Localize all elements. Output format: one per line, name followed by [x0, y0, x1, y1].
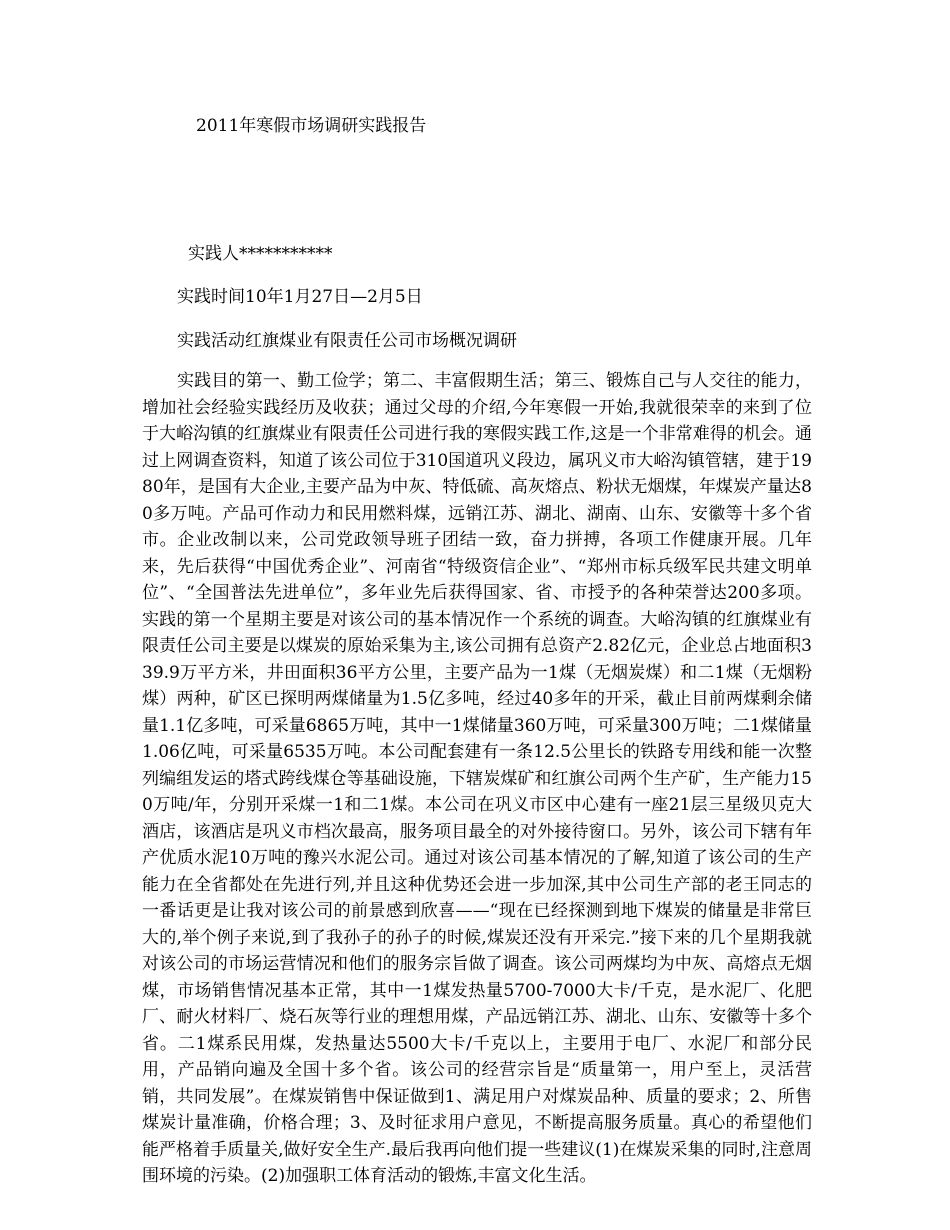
practice-activity-line: 实践活动红旗煤业有限责任公司市场概况调研 [177, 331, 517, 351]
practice-time-line: 实践时间10年1月27日—2月5日 [177, 287, 423, 307]
report-body-paragraph: 实践目的第一、勤工俭学；第二、丰富假期生活；第三、锻炼自己与人交往的能力，增加社会经验实践经历及收获；通过父母的介绍,今年寒假一开始,我就很荣幸的来到了位于大峪沟镇的红旗煤业有限责任公司进行我的寒假实践工作,这是一个非常难得的机会。通过上网调查资料，知道了该公司位于310国道巩义段边，属巩义市大峪沟镇管辖，建于1980年，是国有大企业,主要产品为中灰、特低硫、高灰熔点、粉状无烟煤，年煤炭产量达80多万吨。产品可作动力和民用燃料煤，远销江苏、湖北、湖南、山东、安徽等十多个省市。企业改制以来，公司党政领导班子团结一致，奋力拼搏，各项工作健康开展。几年来，先后获得“中国优秀企业”、河南省“特级资信企业”、“郑州市标兵级军民共建文明单位”、“全国普法先进单位”，多年业先后获得国家、省、市授予的各种荣誉达200多项。实践的第一个星期主要是对该公司的基本情况作一个系统的调查。大峪沟镇的红旗煤业有限责任公司主要是以煤炭的原始采集为主,该公司拥有总资产2.82亿元，企业总占地面积339.9万平方米，井田面积36平方公里，主要产品为一1煤（无烟炭煤）和二1煤（无烟粉煤）两种，矿区已探明两煤储量为1.5亿多吨，经过40多年的开采，截止目前两煤剩余储量1.1亿多吨，可采量6865万吨，其中一1煤储量360万吨，可采量300万吨；二1煤储量1.06亿吨，可采量6535万吨。本公司配套建有一条12.5公里长的铁路专用线和能一次整列编组发运的塔式跨线煤仓等基础设施，下辖炭煤矿和红旗公司两个生产矿，生产能力150万吨/年，分别开采煤一1和二1煤。本公司在巩义市区中心建有一座21层三星级贝克大酒店，该酒店是巩义市档次最高，服务项目最全的对外接待窗口。另外，该公司下辖有年产优质水泥10万吨的豫兴水泥公司。通过对该公司基本情况的了解,知道了该公司的生产能力在全省都处在先进行列,并且这种优势还会进一步加深,其中公司生产部的老王同志的一番话更是让我对该公司的前景感到欣喜——“现在已经探测到地下煤炭的储量是非常巨大的,举个例子来说,到了我孙子的孙子的时候,煤炭还没有开采完.”接下来的几个星期我就对该公司的市场运营情况和他们的服务宗旨做了调查。该公司两煤均为中灰、高熔点无烟煤，市场销售情况基本正常，其中一1煤发热量5700-7000大卡/千克，是水泥厂、化肥厂、耐火材料厂、烧石灰等行业的理想用煤，产品远销江苏、湖北、山东、安徽等十多个省。二1煤系民用煤，发热量达5500大卡/千克以上，主要用于电厂、水泥厂和部分民用，产品销向遍及全国十多个省。该公司的经营宗旨是“质量第一，用户至上，灵活营销，共同发展”。在煤炭销售中保证做到1、满足用户对煤炭品种、质量的要求；2、所售煤炭计量准确，价格合理；3、及时征求用户意见，不断提高服务质量。真心的希望他们能严格着手质量关,做好安全生产.最后我再向他们提一些建议(1)在煤炭采集的同时,注意周围环境的污染。(2)加强职工体育活动的锻炼,丰富文化生活。 [142, 371, 812, 1186]
document-title: 2011年寒假市场调研实践报告 [196, 116, 427, 136]
practitioner-line: 实践人*********** [188, 244, 333, 264]
